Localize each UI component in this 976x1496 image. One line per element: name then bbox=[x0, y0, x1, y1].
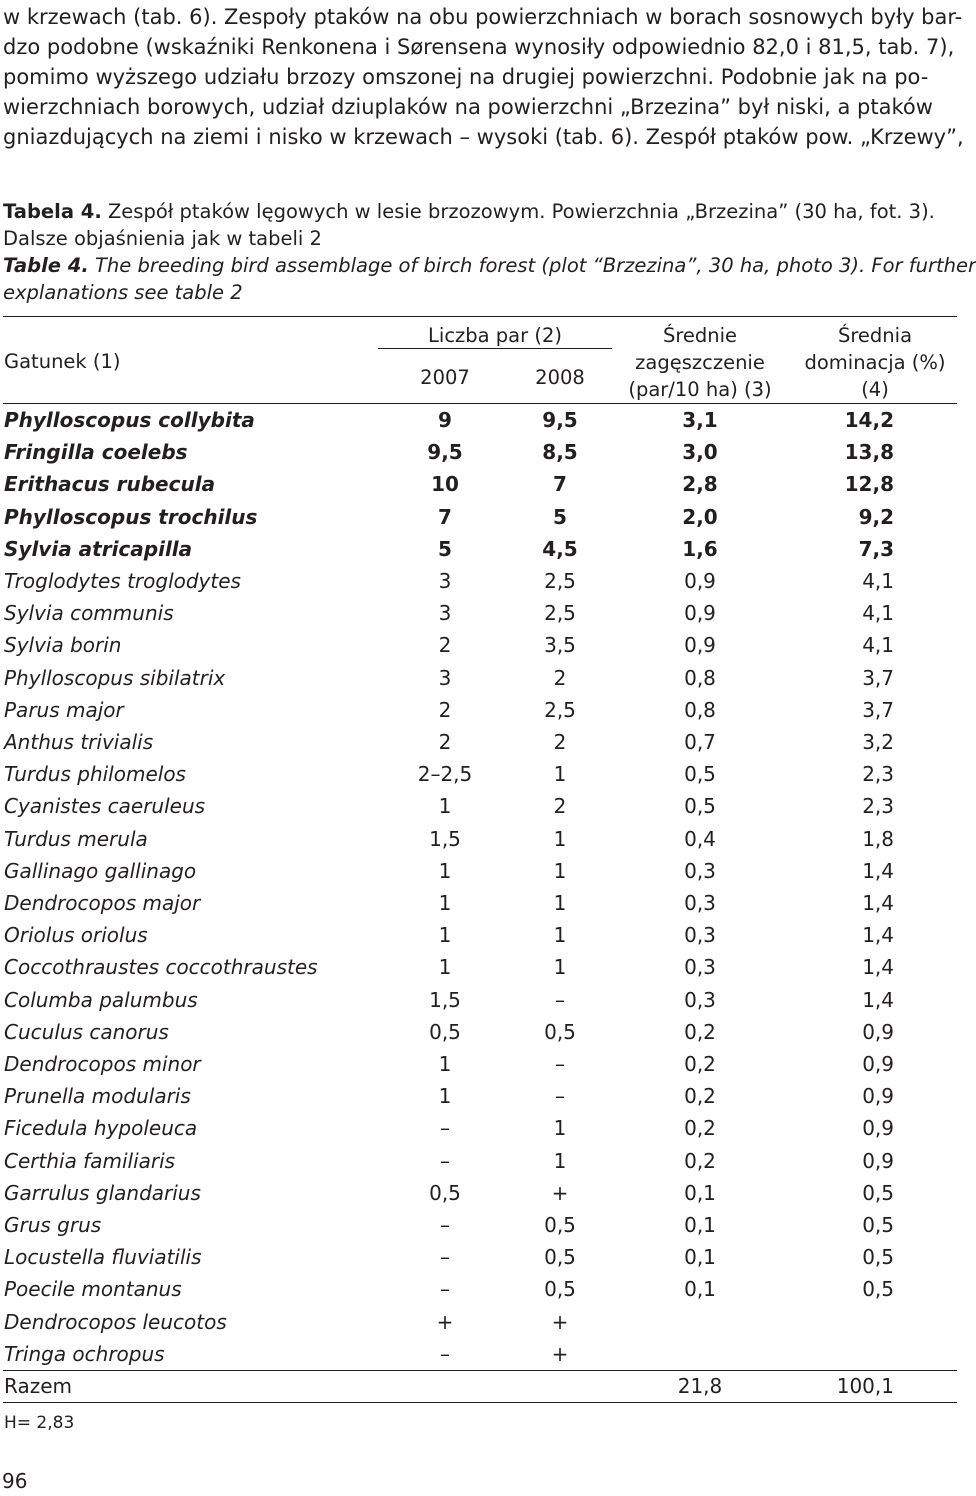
value-dominance: 7,3 bbox=[858, 536, 894, 561]
table-row bbox=[0, 694, 960, 726]
species-name: Garrulus glandarius bbox=[4, 1180, 201, 1205]
header-dominance-line-3: (4) bbox=[861, 378, 889, 401]
species-name: Fringilla coelebs bbox=[4, 440, 188, 465]
value-density: 0,3 bbox=[684, 923, 716, 948]
table-caption bbox=[3, 198, 976, 306]
table-row bbox=[0, 1048, 960, 1080]
value-density: 0,1 bbox=[684, 1213, 716, 1237]
header-2008: 2008 bbox=[535, 366, 585, 389]
table-row bbox=[0, 1080, 960, 1112]
value-2008: – bbox=[555, 1052, 565, 1076]
species-name: Poecile montanus bbox=[4, 1277, 182, 1302]
value-dominance: 0,9 bbox=[862, 1019, 894, 1044]
caption-pl-text: Zespół ptaków lęgowych w lesie brzozowym. Powierzchnia „Brzezina” (30 ha, fot. 3). bbox=[101, 200, 935, 223]
value-2007: – bbox=[440, 1245, 450, 1270]
table-row bbox=[0, 1112, 960, 1144]
value-2007: 3 bbox=[438, 665, 452, 690]
value-2007: 1 bbox=[438, 1052, 452, 1076]
value-2008: 7 bbox=[553, 472, 567, 497]
table-row bbox=[0, 726, 960, 758]
value-2007: 1 bbox=[438, 955, 452, 980]
total-density: 21,8 bbox=[677, 1374, 723, 1398]
caption-pl-label: Tabela 4. bbox=[3, 200, 102, 223]
value-2007: 0,5 bbox=[429, 1180, 461, 1205]
table-row bbox=[0, 1145, 960, 1177]
table-row bbox=[0, 468, 960, 500]
value-2008: 0,5 bbox=[544, 1277, 576, 1302]
value-density: 0,3 bbox=[684, 987, 716, 1012]
value-2008: 1 bbox=[553, 891, 567, 915]
value-dominance: 14,2 bbox=[844, 408, 894, 432]
value-density: 0,3 bbox=[684, 891, 716, 915]
value-dominance: 2,3 bbox=[862, 794, 894, 819]
value-2008: – bbox=[555, 987, 565, 1012]
value-dominance: 4,1 bbox=[862, 601, 894, 626]
value-2008: 9,5 bbox=[542, 408, 578, 432]
species-name: Prunella modularis bbox=[4, 1084, 191, 1109]
species-name: Anthus trivialis bbox=[4, 730, 154, 754]
value-dominance: 1,4 bbox=[862, 891, 894, 915]
value-density: 0,9 bbox=[684, 601, 716, 626]
value-density: 0,8 bbox=[684, 697, 716, 722]
value-2007: 1,5 bbox=[429, 987, 461, 1012]
value-2007: 1,5 bbox=[429, 826, 461, 851]
caption-en-text-cont: For further bbox=[865, 254, 976, 277]
value-2008: 0,5 bbox=[544, 1019, 576, 1044]
species-name: Ficedula hypoleuca bbox=[4, 1116, 198, 1141]
caption-en-text: The breeding bird assemblage of birch forest (plot “Brzezina”, 30 ha, photo 3). bbox=[88, 254, 866, 277]
species-name: Sylvia communis bbox=[4, 601, 174, 626]
species-name: Grus grus bbox=[4, 1213, 102, 1237]
table-row bbox=[0, 855, 960, 887]
value-density: 2,0 bbox=[682, 504, 718, 529]
value-2008: 8,5 bbox=[542, 440, 578, 465]
table-row bbox=[0, 887, 960, 919]
value-2007: 1 bbox=[438, 1084, 452, 1109]
value-density: 0,3 bbox=[684, 955, 716, 980]
value-2007: – bbox=[440, 1341, 450, 1366]
value-density: 2,8 bbox=[682, 472, 718, 497]
value-dominance: 0,9 bbox=[862, 1148, 894, 1173]
value-dominance: 3,2 bbox=[862, 730, 894, 754]
header-dominance-line-2: dominacja (%) bbox=[804, 351, 946, 374]
value-dominance: 1,4 bbox=[862, 923, 894, 948]
value-dominance: 4,1 bbox=[862, 633, 894, 658]
value-2007: – bbox=[440, 1277, 450, 1302]
table-row bbox=[0, 1306, 960, 1338]
value-2007: – bbox=[440, 1148, 450, 1173]
species-name: Certhia familiaris bbox=[4, 1148, 176, 1173]
caption-en-label: Table 4. bbox=[3, 254, 89, 277]
value-2007: 7 bbox=[438, 504, 452, 529]
header-density-line-3: (par/10 ha) (3) bbox=[628, 378, 772, 401]
value-2008: 1 bbox=[553, 762, 567, 787]
species-name: Oriolus oriolus bbox=[4, 923, 148, 948]
header-density-line-1: Średnie bbox=[662, 324, 738, 347]
species-name: Parus major bbox=[4, 697, 124, 722]
body-line: wierzchniach borowych, udział dziuplaków na powierzchni „Brzezina” był niski, a ptaków bbox=[3, 95, 933, 119]
value-density: 0,1 bbox=[684, 1245, 716, 1270]
value-2008: 2 bbox=[553, 730, 567, 754]
table-row bbox=[0, 404, 960, 436]
value-2007: 1 bbox=[438, 923, 452, 948]
value-2008: 1 bbox=[553, 1148, 567, 1173]
table-row bbox=[0, 1177, 960, 1209]
species-name: Sylvia atricapilla bbox=[4, 536, 193, 561]
header-density bbox=[615, 322, 785, 403]
header-pairs: Liczba par (2) bbox=[428, 324, 562, 347]
table-row bbox=[0, 436, 960, 468]
value-2007: 1 bbox=[438, 794, 452, 819]
value-density: 0,3 bbox=[684, 858, 716, 883]
value-density: 0,5 bbox=[684, 794, 716, 819]
table-row bbox=[0, 1016, 960, 1048]
table-bottom-rule bbox=[3, 1402, 957, 1403]
value-density: 0,8 bbox=[684, 665, 716, 690]
value-density: 3,1 bbox=[682, 408, 718, 432]
value-2007: 3 bbox=[438, 601, 452, 626]
table-row bbox=[0, 1241, 960, 1273]
table-row bbox=[0, 662, 960, 694]
value-density: 0,5 bbox=[684, 762, 716, 787]
table-row bbox=[0, 1209, 960, 1241]
value-dominance: 3,7 bbox=[862, 665, 894, 690]
table-row bbox=[0, 823, 960, 855]
species-name: Sylvia borin bbox=[4, 633, 122, 658]
header-density-line-2: zagęszczenie bbox=[635, 351, 765, 374]
value-2007: – bbox=[440, 1116, 450, 1141]
value-2007: 1 bbox=[438, 891, 452, 915]
value-density: 3,0 bbox=[682, 440, 718, 465]
table-row bbox=[0, 565, 960, 597]
value-dominance: 3,7 bbox=[862, 697, 894, 722]
value-2008: 1 bbox=[553, 858, 567, 883]
species-name: Phylloscopus trochilus bbox=[4, 504, 258, 529]
table-row bbox=[0, 758, 960, 790]
value-2008: 1 bbox=[553, 955, 567, 980]
value-2007: 1 bbox=[438, 858, 452, 883]
page-number: 96 bbox=[2, 1469, 28, 1493]
value-density: 0,9 bbox=[684, 633, 716, 658]
table-total-row bbox=[0, 1370, 960, 1402]
value-density: 0,2 bbox=[684, 1052, 716, 1076]
value-2008: 2,5 bbox=[544, 601, 576, 626]
total-label: Razem bbox=[4, 1374, 72, 1398]
value-2008: 1 bbox=[553, 923, 567, 948]
caption-pl-line-2: Dalsze objaśnienia jak w tabeli 2 bbox=[3, 227, 322, 250]
species-name: Turdus philomelos bbox=[4, 762, 186, 787]
species-name: Dendrocopos minor bbox=[4, 1052, 201, 1076]
value-2008: 2,5 bbox=[544, 697, 576, 722]
value-2008: 2 bbox=[553, 665, 567, 690]
value-2008: 2,5 bbox=[544, 569, 576, 593]
value-2008: + bbox=[551, 1180, 569, 1205]
value-density: 1,6 bbox=[682, 536, 718, 561]
table-row bbox=[0, 533, 960, 565]
value-2007: 5 bbox=[438, 536, 452, 561]
value-dominance: 13,8 bbox=[844, 440, 894, 465]
value-dominance: 0,5 bbox=[862, 1277, 894, 1302]
species-name: Tringa ochropus bbox=[4, 1341, 165, 1366]
value-dominance: 1,8 bbox=[862, 826, 894, 851]
species-name: Cuculus canorus bbox=[4, 1019, 169, 1044]
body-line: pomimo wyższego udziału brzozy omszonej na drugiej powierzchni. Podobnie jak na po- bbox=[3, 65, 929, 89]
value-dominance: 4,1 bbox=[862, 569, 894, 593]
species-name: Cyanistes caeruleus bbox=[4, 794, 206, 819]
value-2007: 2 bbox=[438, 633, 452, 658]
species-name: Gallinago gallinago bbox=[4, 858, 197, 883]
value-dominance: 0,9 bbox=[862, 1084, 894, 1109]
table-row bbox=[0, 951, 960, 983]
value-2007: 3 bbox=[438, 569, 452, 593]
value-2008: + bbox=[551, 1309, 569, 1334]
value-2008: 4,5 bbox=[542, 536, 578, 561]
caption-en-line-2: explanations see table 2 bbox=[3, 281, 243, 304]
value-dominance: 2,3 bbox=[862, 762, 894, 787]
value-2007: 0,5 bbox=[429, 1019, 461, 1044]
value-2008: 5 bbox=[553, 504, 567, 529]
value-dominance: 0,5 bbox=[862, 1180, 894, 1205]
species-name: Columba palumbus bbox=[4, 987, 198, 1012]
body-line: dzo podobne (wskaźniki Renkonena i Sørensena wynosiły odpowiednio 82,0 i 81,5, tab. 7), bbox=[3, 35, 955, 59]
value-dominance: 1,4 bbox=[862, 955, 894, 980]
caption-en-line-1 bbox=[3, 252, 976, 279]
header-2007: 2007 bbox=[420, 366, 470, 389]
value-2007: 10 bbox=[431, 472, 459, 497]
value-2007: 2–2,5 bbox=[417, 762, 473, 787]
body-line: gniazdujących na ziemi i nisko w krzewach – wysoki (tab. 6). Zespół ptaków pow. „Krzewy”, bbox=[3, 125, 964, 149]
total-dominance: 100,1 bbox=[836, 1374, 894, 1398]
value-2008: 0,5 bbox=[544, 1213, 576, 1237]
table-row bbox=[0, 1273, 960, 1305]
value-2008: + bbox=[551, 1341, 569, 1366]
diversity-footnote: H= 2,83 bbox=[4, 1413, 75, 1433]
value-2007: 2 bbox=[438, 730, 452, 754]
table-row bbox=[0, 1338, 960, 1370]
value-2007: – bbox=[440, 1213, 450, 1237]
value-dominance: 1,4 bbox=[862, 858, 894, 883]
header-dominance-line-1: Średnia bbox=[837, 324, 913, 347]
species-name: Phylloscopus collybita bbox=[4, 408, 255, 432]
value-2008: 0,5 bbox=[544, 1245, 576, 1270]
table-row bbox=[0, 919, 960, 951]
value-dominance: 12,8 bbox=[844, 472, 894, 497]
value-density: 0,1 bbox=[684, 1180, 716, 1205]
value-2008: 1 bbox=[553, 1116, 567, 1141]
value-dominance: 1,4 bbox=[862, 987, 894, 1012]
value-dominance: 0,5 bbox=[862, 1213, 894, 1237]
value-2008: 3,5 bbox=[544, 633, 576, 658]
value-2007: 9,5 bbox=[427, 440, 463, 465]
species-name: Erithacus rubecula bbox=[4, 472, 216, 497]
header-dominance bbox=[790, 322, 960, 403]
caption-pl-line-1 bbox=[3, 198, 957, 225]
species-name: Locustella fluviatilis bbox=[4, 1245, 202, 1270]
species-name: Troglodytes troglodytes bbox=[4, 569, 241, 593]
table-row bbox=[0, 790, 960, 822]
value-2008: 1 bbox=[553, 826, 567, 851]
species-name: Dendrocopos major bbox=[4, 891, 201, 915]
table-row bbox=[0, 984, 960, 1016]
value-density: 0,9 bbox=[684, 569, 716, 593]
value-dominance: 9,2 bbox=[858, 504, 894, 529]
value-2007: 2 bbox=[438, 697, 452, 722]
value-density: 0,2 bbox=[684, 1116, 716, 1141]
value-dominance: 0,5 bbox=[862, 1245, 894, 1270]
table-row bbox=[0, 629, 960, 661]
value-density: 0,2 bbox=[684, 1148, 716, 1173]
value-2008: 2 bbox=[553, 794, 567, 819]
value-density: 0,1 bbox=[684, 1277, 716, 1302]
species-name: Phylloscopus sibilatrix bbox=[4, 665, 226, 690]
value-dominance: 0,9 bbox=[862, 1052, 894, 1076]
value-density: 0,2 bbox=[684, 1084, 716, 1109]
body-paragraph bbox=[3, 2, 964, 152]
species-name: Turdus merula bbox=[4, 826, 148, 851]
value-2008: – bbox=[555, 1084, 565, 1109]
body-line: w krzewach (tab. 6). Zespoły ptaków na obu powierzchniach w borach sosnowych były bar- bbox=[3, 5, 963, 29]
value-density: 0,7 bbox=[684, 730, 716, 754]
species-name: Coccothraustes coccothraustes bbox=[4, 955, 318, 980]
table-top-rule bbox=[3, 316, 957, 317]
species-name: Dendrocopos leucotos bbox=[4, 1309, 227, 1334]
table-row bbox=[0, 597, 960, 629]
table-row bbox=[0, 501, 960, 533]
value-density: 0,4 bbox=[684, 826, 716, 851]
header-species: Gatunek (1) bbox=[4, 350, 121, 373]
value-2007: 9 bbox=[438, 408, 452, 432]
value-dominance: 0,9 bbox=[862, 1116, 894, 1141]
value-2007: + bbox=[436, 1309, 454, 1334]
value-density: 0,2 bbox=[684, 1019, 716, 1044]
